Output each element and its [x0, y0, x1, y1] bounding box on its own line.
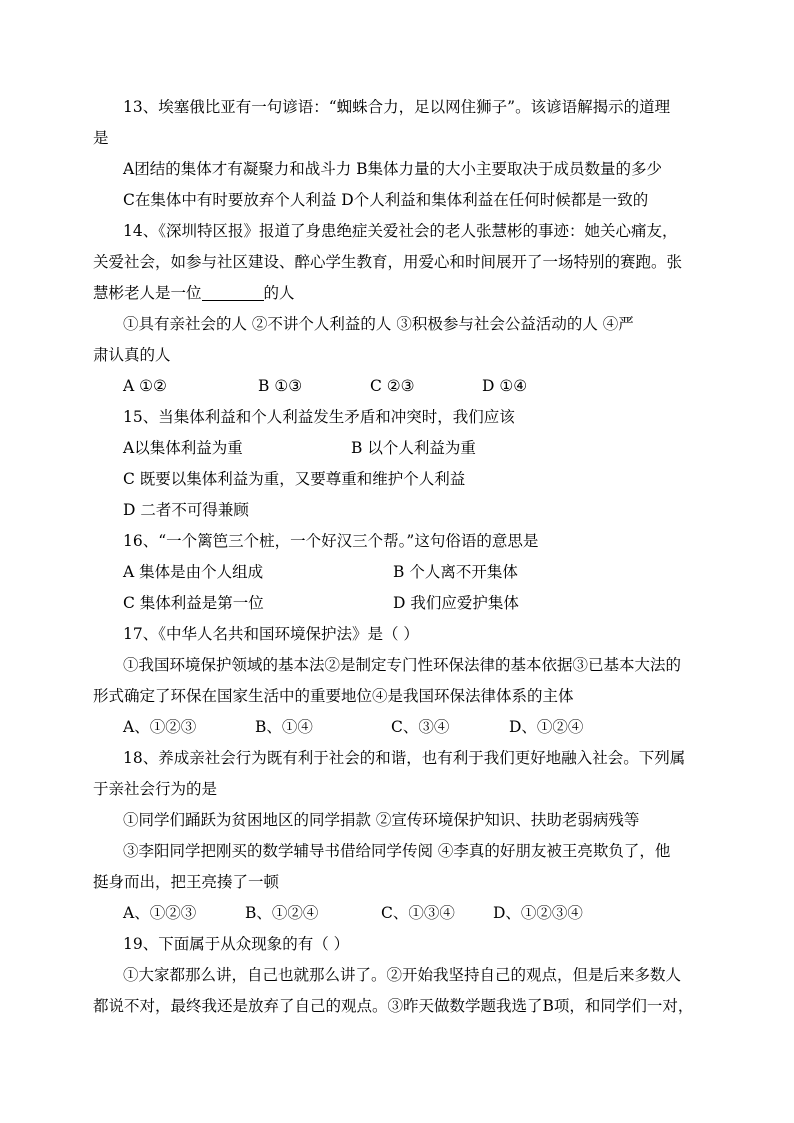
q18-option-c: C、①③④: [381, 904, 455, 922]
q18-option-b: B、①②④: [245, 904, 319, 922]
q16-option-a: A 集体是由个人组成: [123, 563, 264, 581]
q15-option-c: C 既要以集体利益为重，又要尊重和维护个人利益: [123, 470, 466, 488]
q14-stem-after-blank: 的人: [263, 284, 295, 302]
q14-stem-line-1: 14、《深圳特区报》报道了身患绝症关爱社会的老人张慧彬的事迹：她关心痛友，: [123, 222, 678, 240]
q14-option-a: A ①②: [123, 377, 167, 395]
q16-option-c: C 集体利益是第一位: [123, 594, 264, 612]
q17-option-c: C、③④: [391, 718, 450, 736]
q16-option-b: B 个人离不开集体: [393, 563, 518, 581]
q18-option-a: A、①②③: [123, 904, 197, 922]
q16-option-d: D 我们应爱护集体: [393, 594, 519, 612]
q16-options-ab: [93, 557, 703, 588]
q14-stem-before-blank: 慧彬老人是一位: [93, 284, 202, 302]
q14-items-line-1: ①具有亲社会的人 ②不讲个人利益的人 ③积极参与社会公益活动的人 ④严: [123, 315, 634, 333]
q14-options: [93, 371, 703, 402]
q14-items-line-2: 肃认真的人: [93, 346, 171, 364]
q14-option-c: C ②③: [370, 377, 415, 395]
q16-options-cd: [93, 588, 703, 619]
q15-option-b: B 以个人利益为重: [351, 439, 476, 457]
q18-items-line-2: ③李阳同学把刚买的数学辅导书借给同学传阅 ④李真的好朋友被王亮欺负了，他: [123, 842, 671, 860]
q17-items-line-1: ①我国环境保护领域的基本法②是制定专门性环保法律的基本依据③已基本大法的: [123, 656, 682, 674]
q18-items-line-1: ①同学们踊跃为贫困地区的同学捐款 ②宣传环境保护知识、扶助老弱病残等: [123, 811, 640, 829]
q18-option-d: D、①②③④: [493, 904, 583, 922]
q18-options: [93, 898, 703, 929]
q17-option-d: D、①②④: [509, 718, 584, 736]
q17-option-b: B、①④: [255, 718, 313, 736]
q17-stem: 17、《中华人名共和国环境保护法》是（ ）: [123, 625, 419, 643]
q19-items-line-2: 都说不对，最终我还是放弃了自己的观点。③昨天做数学题我选了B项，和同学们一对，: [93, 997, 694, 1015]
q17-options: [93, 712, 703, 743]
q19-items-line-1: ①大家都那么讲，自己也就那么讲了。②开始我坚持自己的观点，但是后来多数人: [123, 966, 682, 984]
q15-stem: 15、当集体利益和个人利益发生矛盾和冲突时，我们应该: [123, 408, 515, 426]
q19-stem: 19、下面属于从众现象的有（ ）: [123, 935, 350, 953]
q14-stem-line-2: 关爱社会，如参与社区建设、醉心学生教育，用爱心和时间展开了一场特别的赛跑。张: [93, 253, 683, 271]
q18-items-line-3: 挺身而出，把王亮揍了一顿: [93, 873, 280, 891]
q14-stem-line-3: [93, 278, 703, 309]
answer-blank: [202, 282, 264, 301]
q18-stem-line-2: 于亲社会行为的是: [93, 780, 218, 798]
q13-options-ab: A团结的集体才有凝聚力和战斗力 B集体力量的大小主要取决于成员数量的多少: [123, 160, 663, 178]
q14-option-d: D ①④: [482, 377, 528, 395]
q15-options-ab: [93, 433, 703, 464]
q17-items-line-2: 形式确定了环保在国家生活中的重要地位④是我国环保法律体系的主体: [93, 687, 574, 705]
q15-option-a: A以集体利益为重: [123, 439, 243, 457]
q14-option-b: B ①③: [258, 377, 303, 395]
q17-option-a: A、①②③: [123, 718, 197, 736]
question-list: [93, 92, 703, 1022]
q13-stem-line-1: 13、埃塞俄比亚有一句谚语：“蜘蛛合力，足以网住狮子”。该谚语解揭示的道理: [123, 98, 671, 116]
q13-options-cd: C在集体中有时要放弃个人利益 D个人利益和集体利益在任何时候都是一致的: [123, 191, 649, 209]
q15-option-d: D 二者不可得兼顾: [123, 501, 249, 519]
q13-stem-line-2: 是: [93, 129, 109, 147]
q18-stem-line-1: 18、养成亲社会行为既有利于社会的和谐，也有利于我们更好地融入社会。下列属: [123, 749, 686, 767]
q16-stem: 16、“一个篱笆三个桩，一个好汉三个帮。”这句俗语的意思是: [123, 532, 539, 550]
